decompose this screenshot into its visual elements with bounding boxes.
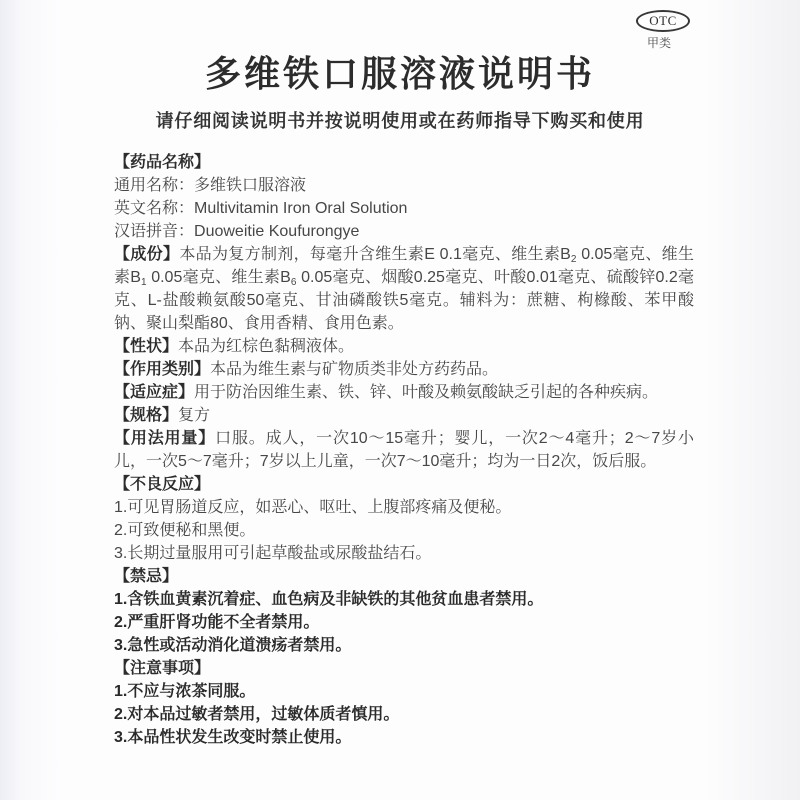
- subscript-number: 1: [140, 277, 147, 288]
- subscript-number: 6: [290, 277, 297, 288]
- subscript-number: 2: [570, 254, 577, 265]
- english-name-value: Multivitamin Iron Oral Solution: [194, 200, 408, 217]
- english-name-label: 英文名称：: [114, 200, 195, 217]
- contraindications-heading-row: [114, 565, 694, 588]
- leaflet-content: [114, 151, 694, 749]
- category-heading: 【作用类别】: [114, 361, 211, 378]
- description-heading: 【性状】: [114, 338, 179, 355]
- generic-name-row: [114, 174, 694, 197]
- list-item: 3.急性或活动消化道溃疡者禁用。: [114, 637, 352, 654]
- category-text: 本品为维生素与矿物质类非处方药药品。: [210, 361, 499, 378]
- indications-text: 用于防治因维生素、铁、锌、叶酸及赖氨酸缺乏引起的各种疾病。: [194, 384, 659, 401]
- adverse-reactions-heading-row: [114, 473, 694, 496]
- composition-text: 0.05毫克、维生素B: [114, 246, 694, 286]
- adverse-reactions-heading: 【不良反应】: [114, 476, 211, 493]
- precautions-heading: 【注意事项】: [114, 660, 211, 677]
- dosage-text: 口服。成人，一次10～15毫升；婴儿，一次2～4毫升；2～7岁小儿，一次5～7毫升；7岁以上儿童，一次7～10毫升；均为一日2次，饭后服。: [114, 430, 694, 470]
- indications-heading: 【适应症】: [114, 384, 195, 401]
- otc-logo: OTC: [636, 10, 690, 32]
- otc-category-label: 甲类: [647, 36, 672, 50]
- dosage-section: [114, 427, 694, 473]
- list-item: 3.本品性状发生改变时禁止使用。: [114, 729, 352, 746]
- document-subtitle: 请仔细阅读说明书并按说明使用或在药师指导下购买和使用: [155, 111, 645, 131]
- drug-name-heading: 【药品名称】: [114, 154, 211, 171]
- drug-name-heading-row: [114, 151, 694, 174]
- document-title: 多维铁口服溶液说明书: [204, 53, 595, 94]
- description-section: [114, 335, 694, 358]
- contraindications-heading: 【禁忌】: [114, 568, 179, 585]
- list-item: 2.可致便秘和黑便。: [114, 522, 256, 539]
- generic-name-label: 通用名称：: [114, 177, 195, 194]
- list-item: 1.不应与浓茶同服。: [114, 683, 256, 700]
- precautions-heading-row: [114, 657, 694, 680]
- category-section: [114, 358, 694, 381]
- composition-text: 0.05毫克、维生素B: [146, 269, 291, 286]
- pinyin-name-label: 汉语拼音：: [114, 223, 195, 240]
- description-text: 本品为红棕色黏稠液体。: [178, 338, 355, 355]
- dosage-heading: 【用法用量】: [114, 430, 216, 447]
- list-item: 2.严重肝肾功能不全者禁用。: [114, 614, 320, 631]
- specification-section: [114, 404, 694, 427]
- composition-heading: 【成份】: [114, 246, 180, 263]
- list-item: 2.对本品过敏者禁用，过敏体质者慎用。: [114, 706, 400, 723]
- list-item: 1.可见胃肠道反应，如恶心、呕吐、上腹部疼痛及便秘。: [114, 499, 512, 516]
- otc-badge: [636, 10, 692, 50]
- generic-name-value: 多维铁口服溶液: [194, 177, 307, 194]
- specification-text: 复方: [178, 407, 211, 424]
- list-item: 1.含铁血黄素沉着症、血色病及非缺铁的其他贫血患者禁用。: [114, 591, 544, 608]
- indications-section: [114, 381, 694, 404]
- specification-heading: 【规格】: [114, 407, 179, 424]
- list-item: 3.长期过量服用可引起草酸盐或尿酸盐结石。: [114, 545, 432, 562]
- pinyin-name-row: [114, 220, 694, 243]
- composition-section: [114, 243, 694, 335]
- composition-text: 0.05毫克、烟酸0.25毫克、叶酸0.01毫克、硫酸锌0.2毫克、L-盐酸赖氨酸50毫克、甘油磷酸铁5毫克。辅料为：蔗糖、枸橼酸、苯甲酸钠、聚山梨酯80、食用香精、食用色素。: [114, 269, 694, 332]
- pinyin-name-value: Duoweitie Koufurongye: [194, 223, 360, 240]
- composition-text: 本品为复方制剂，每毫升含维生素E 0.1毫克、维生素B: [179, 246, 571, 263]
- english-name-row: [114, 197, 694, 220]
